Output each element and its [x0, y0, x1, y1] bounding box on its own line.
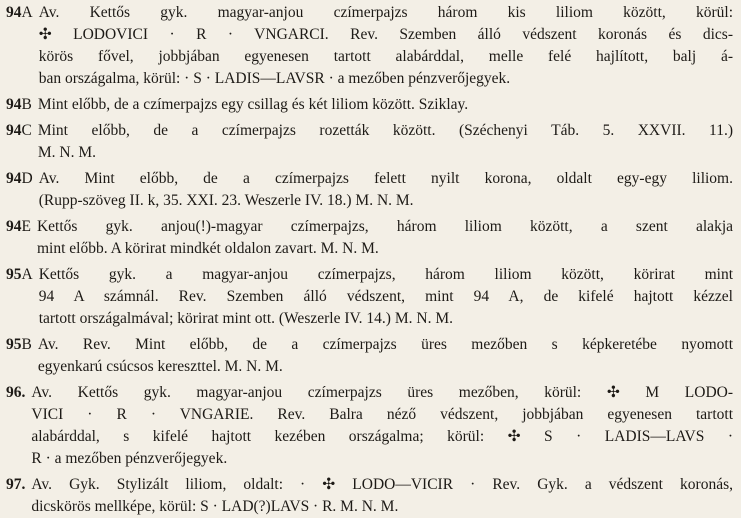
entry-95b	[6, 334, 733, 378]
entry-96	[6, 382, 733, 470]
text-line: ✣ LODOVICI · R · VNGARCI. Rev. Szemben álló védszent koronás és dics-	[38, 26, 733, 43]
text-line: Av. Mint előbb, de a czímerpajzs felett nyilt korona, oldalt egy-egy liliom.	[38, 170, 733, 187]
entry-94b	[6, 94, 733, 116]
entry-text	[37, 216, 733, 260]
entry-number: 94C	[6, 122, 32, 139]
entry-number: 94E	[6, 218, 31, 235]
text-line: Mint előbb, de a czímerpajzs rozetták között. (Széchenyi Táb. 5. XXVII. 11.)	[37, 122, 733, 139]
entry-number: 97.	[6, 476, 26, 493]
text-line: Av. Kettős gyk. magyar-anjou czímerpajzs üres mezőben, körül: ✣ M LODO-	[31, 384, 733, 401]
entry-text	[31, 382, 733, 470]
text-line: Av. Kettős gyk. magyar-anjou czímerpajzs három kis liliom között, körül:	[38, 4, 733, 21]
entry-number: 94B	[6, 96, 32, 113]
text-line: M. N. M.	[37, 144, 96, 161]
entry-text	[38, 120, 733, 164]
text-line: VICI · R · VNGARIE. Rev. Balra néző védszent, jobbjában egyenesen tartott	[31, 406, 733, 423]
text-line: Av. Rev. Mint előbb, de a czímerpajzs üres mezőben s képkeretébe nyomott	[37, 336, 733, 353]
entry-95a	[6, 264, 733, 330]
text-line: egyenkarú csúcsos kereszttel. M. N. M.	[37, 358, 283, 375]
entry-94a	[6, 2, 733, 90]
text-line: tartott országalmával; körirat mint ott. (Weszerle IV. 14.) M. N. M.	[38, 310, 453, 327]
entry-text	[38, 334, 733, 378]
entry-number: 96.	[6, 384, 26, 401]
entry-94c	[6, 120, 733, 164]
entry-97	[6, 474, 733, 518]
text-line: ban országalma, körül: · S · LADIS—LAVSR · a mezőben pénzverőjegyek.	[38, 70, 511, 87]
entry-number: 94D	[6, 170, 33, 187]
text-line: 94 A számnál. Rev. Szemben álló védszent, mint 94 A, de kifelé hajtott kézzel	[38, 288, 733, 305]
entry-text	[39, 168, 733, 212]
text-line: mint előbb. A körirat mindkét oldalon zavart. M. N. M.	[36, 240, 379, 257]
text-line: R · a mezőben pénzverőjegyek.	[31, 450, 228, 467]
entry-number: 94A	[6, 4, 33, 21]
entry-number: 95B	[6, 336, 32, 353]
text-line: dicskörös mellképe, körül: S · LAD(?)LAVS · R. M. N. M.	[31, 498, 399, 515]
entry-number: 95A	[6, 266, 33, 283]
entry-94d	[6, 168, 733, 212]
text-line: Av. Gyk. Stylizált liliom, oldalt: · ✣ LODO—VICIR · Rev. Gyk. a védszent koronás,	[31, 476, 733, 493]
entry-text	[38, 94, 733, 116]
text-line: alabárddal, s kifelé hajtott kezében országalma; körül: ✣ S · LADIS—LAVS ·	[31, 428, 733, 445]
text-line: körös fővel, jobbjában egyenesen tartott alabárddal, melle felé hajlított, balj á-	[38, 48, 733, 65]
entry-text	[39, 2, 733, 90]
text-line: (Rupp-szöveg II. k, 35. XXI. 23. Weszerle IV. 18.) M. N. M.	[38, 192, 414, 209]
entry-94e	[6, 216, 733, 260]
entry-text	[39, 264, 733, 330]
text-line: Kettős gyk. a magyar-anjou czímerpajzs, három liliom között, körirat mint	[38, 266, 733, 283]
text-line: Kettős gyk. anjou(!)-magyar czímerpajzs, három liliom között, a szent alakja	[36, 218, 733, 235]
text-line: Mint előbb, de a czímerpajzs egy csillag és két liliom között. Sziklay.	[37, 96, 469, 113]
entry-text	[31, 474, 733, 518]
